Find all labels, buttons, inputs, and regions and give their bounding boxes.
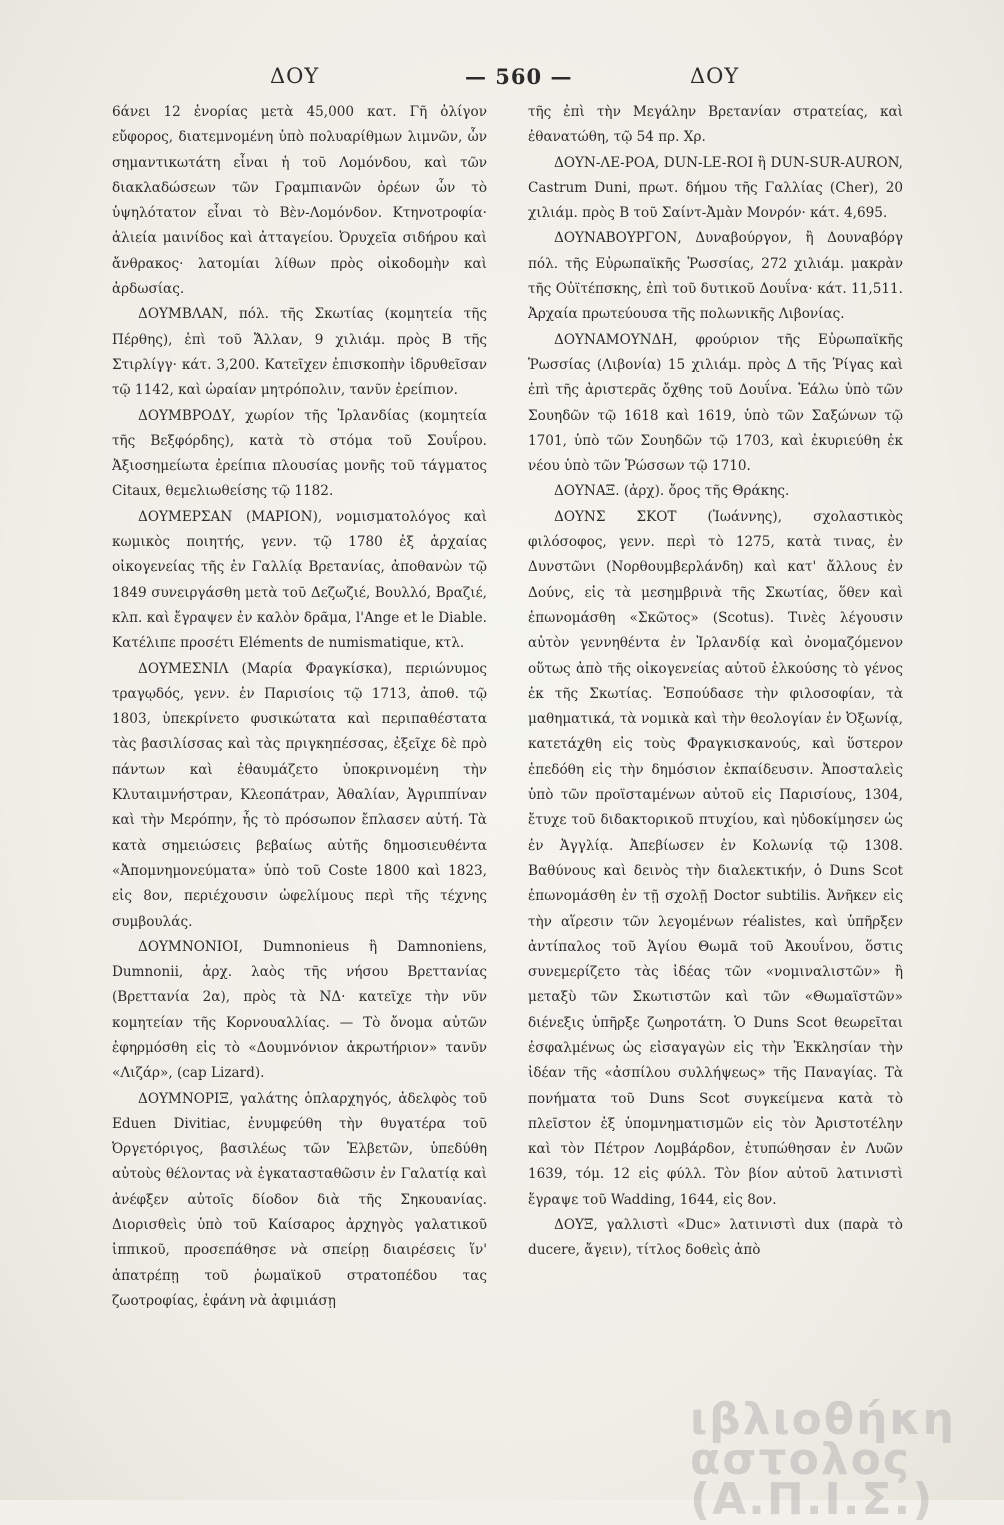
header-right-word: ΔΟΥ	[690, 64, 740, 88]
entry-paragraph: ΔΟΥΝΑΞ. (ἀρχ). ὄρος τῆς Θράκης.	[554, 483, 790, 500]
header-left-word: ΔΟΥ	[270, 64, 320, 88]
entry-paragraph: ΔΟΥΝΣ ΣΚΟΤ (Ἰωάννης), σχολαστικὸς φιλόσοφος, γενν. περὶ τὸ 1275, κατὰ τινας, ἐν Δυνστῶνι (Νορθουμβερλάνδη) καὶ κατ' ἄλλους ἐν Δούνς, εἰς τὰ μεσημβρινὰ τῆς Σκωτίας, ὅθεν καὶ ἐπωνομάσθη «Σκῶτος» (Scotus). Τινὲς λέγουσιν αὐτὸν γεννηθέντα ἐν Ἰρλανδίᾳ καὶ ὀνομαζόμενον οὕτως ἀπὸ τῆς οἰκογενείας αὐτοῦ ἑλκούσης τὸ γένος ἐκ τῆς Σκωτίας. Ἐσπούδασε τὴν φιλοσοφίαν, τὰ μαθηματικά, τὰ νομικὰ καὶ τὴν θεολογίαν ἐν Ὀξωνίᾳ, κατετάχθη εἰς τοὺς Φραγκισκανούς, καὶ ὕστερον ἐπεδόθη εἰς τὴν δημόσιον ἐκπαίδευσιν. Ἀποσταλεὶς ὑπὸ τῶν προϊσταμένων αὐτοῦ εἰς Παρισίους, 1304, ἔτυχε τοῦ διδακτορικοῦ πτυχίου, καὶ ηὐδοκίμησεν ὡς ἐν Ἀγγλίᾳ. Ἀπεβίωσεν ἐν Κολωνίᾳ τῷ 1308. Βαθύνους καὶ δεινὸς τὴν διαλεκτικήν, ὁ Duns Scot ἐπωνομάσθη ἐν τῇ σχολῇ Doctor subtilis. Ἀνῆκεν εἰς τὴν αἵρεσιν τῶν λεγομένων réalistes, καὶ ὑπῆρξεν ἀντίπαλος τοῦ Ἁγίου Θωμᾶ τοῦ Ἀκουΐνου, ὅστις συνεμερίζετο τὰς ἰδέας τῶν «νομιναλιστῶν» ἢ μεταξὺ τῶν Σκωτιστῶν καὶ τῶν «Θωμαϊστῶν» διένεξις ὑπῆρξε ζωηροτάτη. Ὁ Duns Scot θεωρεῖται ἐσφαλμένως ὡς εἰσαγαγὼν εἰς τὴν Ἐκκλησίαν τὴν ἰδέαν τῆς «ἀσπίλου συλλήψεως» τῆς Παναγίας. Τὰ πονήματα τοῦ Duns Scot συγκείμενα κατὰ τὸ πλεῖστον ἐξ ὑπομνηματισμῶν εἰς τὸν Ἀριστοτέλην καὶ τὸν Πέτρον Λομβάρδον, ἐτυπώθησαν ἐν Λυῶν 1639, τόμ. 12 εἰς φύλλ. Τὸν βίον αὐτοῦ λατινιστὶ ἔγραψε τοῦ Wadding, 1644, εἰς 8ον.	[528, 508, 903, 1208]
page-number: — 560 —	[465, 64, 573, 89]
entry-paragraph: ΔΟΥΜΕΣΝΙΛ (Μαρία Φραγκίσκα), περιώνυμος τραγῳδός, γενν. ἐν Παρισίοις τῷ 1713, ἀποθ. τῷ 1803, ὑπεκρίνετο φυσικώτατα καὶ περιπαθέστατα τὰς βασιλίσσας καὶ τὰς πριγκηπέσσας, ἐξεῖχε δὲ πρὸ πάντων καὶ ἐθαυμάζετο ὑποκρινομένη τὴν Κλυταιμνήστραν, Κλεοπάτραν, Ἀθαλίαν, Ἀγριππίναν καὶ τὴν Μερόπην, ἧς τὸ πρόσωπον ἔπλασεν αὐτή. Τὰ κατὰ σημειώσεις βεβαίως αὐτῆς δημοσιευθέντα «Ἀπομνημονεύματα» ὑπὸ τοῦ Coste 1800 καὶ 1823, εἰς 8ον, περιέχουσιν ὠφελίμους περὶ τῆς τέχνης συμβουλάς.	[112, 660, 487, 930]
entry-paragraph: τῆς ἐπὶ τὴν Μεγάλην Βρετανίαν στρατείας, καὶ ἐθανατώθη, τῷ 54 πρ. Χρ.	[528, 104, 903, 146]
entry-paragraph: ΔΟΥΜΝΟΡΙΞ, γαλάτης ὁπλαρχηγός, ἀδελφὸς τοῦ Eduen Divitiac, ἐνυμφεύθη τὴν θυγατέρα τοῦ Ὀργετόριγος, βασιλέως τῶν Ἑλβετῶν, ὑπεδύθη αὐτοὺς θέλοντας νὰ ἐγκατασταθῶσιν ἐν Γαλατίᾳ καὶ ἀνέφξεν αὐτοῖς δίοδον διὰ τῆς Σηκουανίας. Διορισθεὶς ὑπὸ τοῦ Καίσαρος ἀρχηγὸς γαλατικοῦ ἱππικοῦ, προσεπάθησε νὰ σπείρῃ διαιρέσεις ἵν' ἀπατρέπῃ τοῦ ῥωμαϊκοῦ στρατοπέδου τας ζωοτροφίας, ἐφάνη νὰ ἀφιμιάσῃ	[112, 1090, 487, 1309]
entry-paragraph: ΔΟΥΝ-ΛΕ-ΡΟΑ, DUN-LE-ROI ἢ DUN-SUR-AURON, Castrum Duni, πρωτ. δήμου τῆς Γαλλίας (Cher), 20 χιλιάμ. πρὸς Β τοῦ Σαίντ-Ἀμὰν Μονρόν· κάτ. 4,695.	[528, 154, 903, 222]
entry-paragraph: 6άνει 12 ἐνορίας μετὰ 45,000 κατ. Γῆ ὀλίγον εὔφορος, διατεμνομένη ὑπὸ πολυαρίθμων λιμνῶν, ὧν σημαντικωτάτη εἶναι ἡ τοῦ Λομόνδου, καὶ τῶν διακλαδώσεων τῶν Γραμπιανῶν ὀρέων ὧν τὸ ὑψηλότατον εἶναι τὸ Βὲν-Λομόνδον. Κτηνοτροφία· ἁλιεία μαινίδος καὶ ἀτταγείου. Ὀρυχεῖα σιδήρου καὶ ἄνθρακος· λατομίαι λίθων πρὸς οἰκοδομὴν καὶ ἀρδωσίας.	[112, 104, 487, 298]
entry-paragraph: ΔΟΥΞ, γαλλιστὶ «Duc» λατινιστὶ dux (παρὰ τὸ ducere, ἄγειν), τίτλος δοθεὶς ἀπὸ	[528, 1217, 903, 1259]
entry-paragraph: ΔΟΥΜΒΡΟΔΥ, χωρίον τῆς Ἰρλανδίας (κομητεία τῆς Βεξφόρδης), κατὰ τὸ στόμα τοῦ Σουΐρου. Ἀξιοσημείωτα ἐρείπια πλουσίας μονῆς τοῦ τάγματος Citaux, θεμελιωθείσης τῷ 1182.	[112, 407, 487, 500]
entry-paragraph: ΔΟΥΝΑΒΟΥΡΓΟΝ, Δυναβούργον, ἢ Δουναβόργ πόλ. τῆς Εὐρωπαϊκῆς Ῥωσσίας, 272 χιλιάμ. μακρὰν τῆς Οὐϊτέπσκης, ἐπὶ τοῦ δυτικοῦ Δουΐνα· κάτ. 11,511. Ἀρχαία πρωτεύουσα τῆς πολωνικῆς Λιβονίας.	[528, 230, 903, 323]
left-column	[112, 100, 487, 1314]
entry-paragraph: ΔΟΥΜΕΡΣΑΝ (ΜΑΡΙΟΝ), νομισματολόγος καὶ κωμικὸς ποιητής, γενν. τῷ 1780 ἐξ ἀρχαίας οἰκογενείας τῆς ἐν Γαλλίᾳ Βρετανίας, ἀποθανὼν τῷ 1849 συνειργάσθη μετὰ τοῦ Δεζωζιέ, Βουλλό, Βραζιέ, κλπ. καὶ ἔγραψεν ἐν καλὸν δρᾶμα, l'Ange et le Diable. Κατέλιπε προσέτι Eléments de numismatique, κτλ.	[112, 508, 487, 652]
page-header	[110, 64, 900, 98]
right-column	[528, 100, 903, 1264]
watermark-line: ιβλιοθήκη	[690, 1394, 956, 1445]
entry-paragraph: ΔΟΥΜΒΛΑΝ, πόλ. τῆς Σκωτίας (κομητεία τῆς Πέρθης), ἐπὶ τοῦ Ἄλλαν, 9 χιλιάμ. πρὸς Β τῆς Στιρλίγγ· κάτ. 3,200. Κατεῖχεν ἐπισκοπὴν ἱδρυθεῖσαν τῷ 1142, καὶ ὡραίαν μητρόπολιν, τανῦν ἐρείπιον.	[112, 306, 487, 399]
library-watermark	[690, 1394, 990, 1525]
entry-paragraph: ΔΟΥΜΝΟΝΙΟΙ, Dumnonieus ἢ Damnoniens, Dumnonii, ἀρχ. λαὸς τῆς νήσου Βρεττανίας (Βρεττανία 2α), πρὸς τὰ ΝΔ· κατεῖχε τὴν νῦν κομητείαν τῆς Κορνουαλλίας. — Τὸ ὄνομα αὐτῶν ἐφηρμόσθη εἰς τὸ «Δουμνόνιον ἀκρωτήριον» τανῦν «Λιζάρ», (cap Lizard).	[112, 938, 487, 1082]
entry-paragraph: ΔΟΥΝΑΜΟΥΝΔΗ, φρούριον τῆς Εὐρωπαϊκῆς Ῥωσσίας (Λιβονία) 15 χιλιάμ. πρὸς Δ τῆς Ῥίγας καὶ ἐπὶ τῆς ἀριστερᾶς ὄχθης τοῦ Δουΐνα. Ἑάλω ὑπὸ τῶν Σουηδῶν τῷ 1618 καὶ 1619, ὑπὸ τῶν Σαξώνων τῷ 1701, ὑπὸ τῶν Σουηδῶν τῷ 1703, καὶ ἐκυριεύθη ἐκ νέου ὑπὸ τῶν Ῥώσσων τῷ 1710.	[528, 331, 903, 475]
watermark-line: αστολος (Α.Π.Ι.Σ.)	[690, 1434, 935, 1525]
